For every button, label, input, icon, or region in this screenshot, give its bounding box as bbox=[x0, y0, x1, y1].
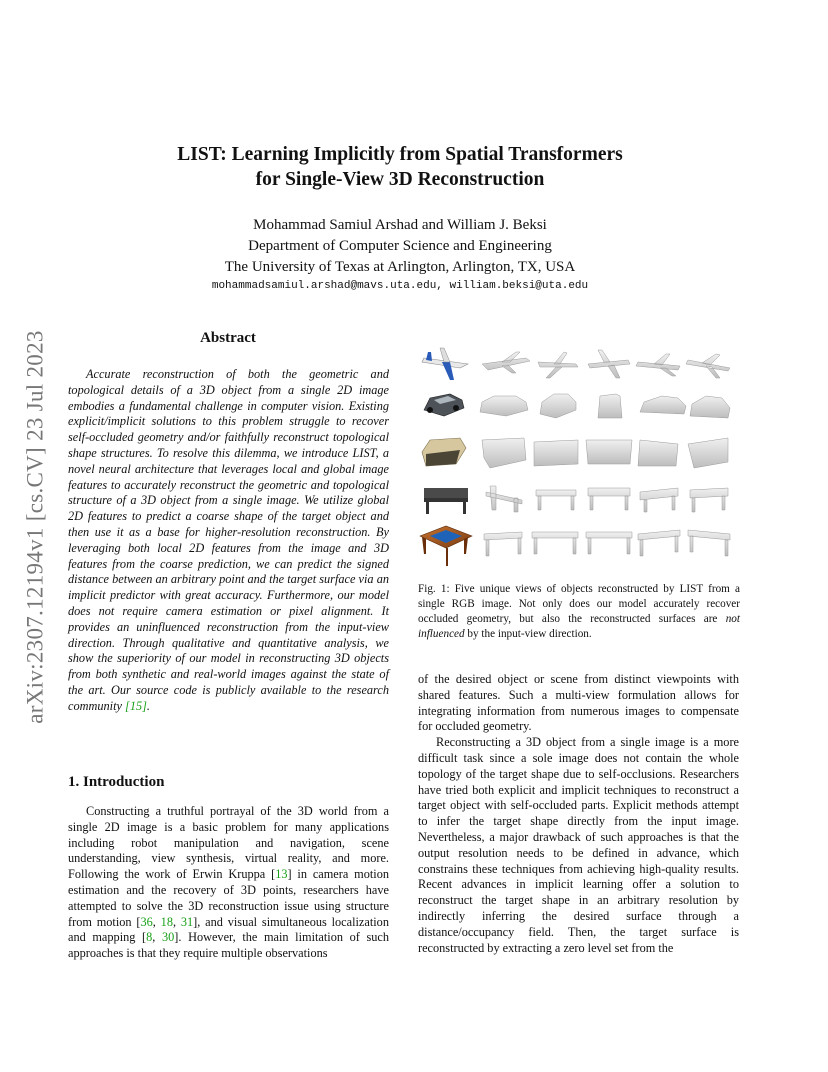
reconstructions-table bbox=[484, 530, 730, 556]
university: The University of Texas at Arlington, Arlington, TX, USA bbox=[224, 259, 576, 275]
input-bench-image bbox=[424, 488, 468, 514]
row-sofa bbox=[422, 438, 728, 468]
input-car-image bbox=[424, 394, 464, 416]
citation-link[interactable]: 30 bbox=[161, 930, 175, 945]
department: Department of Computer Science and Engineering bbox=[248, 238, 552, 254]
input-table-image bbox=[420, 526, 472, 566]
citation-link[interactable]: 18 bbox=[160, 914, 173, 929]
right-column-text bbox=[418, 672, 739, 956]
abstract-heading: Abstract bbox=[200, 330, 256, 346]
input-airplane-image bbox=[422, 348, 468, 380]
figure-1-reconstructions bbox=[416, 340, 738, 572]
citation-link[interactable]: 8 bbox=[146, 930, 153, 945]
author-block bbox=[100, 215, 700, 278]
reconstructions-car bbox=[480, 394, 730, 418]
paper-title: LIST: Learning Implicitly from Spatial Transformers for Single-View 3D Reconstruction bbox=[177, 144, 623, 190]
figure-grid bbox=[416, 340, 738, 572]
paragraph: Reconstructing a 3D object from a single image is a more difficult task since a sole image does not contain the whole topology of the target shape due to self-occlusions. Researchers have tried both explicit and implicit techniques to reconstruct a target object with self-occluded parts. Explicit methods attempt to infer the target shape directly from the input image. Nevertheless, a major drawback of such approaches is that the output resolution needs to be defined in advance, which constrains these techniques from achieving high-quality results. Recent advances in implicit learning offer a solution to reconstruct the target shape in an arbitrary resolution by indirectly inferring the desired surface through a distance/occupancy field. Then, the target surface is reconstructed by extracting a zero level set from the bbox=[418, 735, 739, 955]
row-airplane bbox=[422, 348, 730, 380]
reconstructions-sofa bbox=[482, 438, 728, 468]
row-bench bbox=[424, 486, 728, 514]
abstract-text: Accurate reconstruction of both the geometric and topological details of a 3D object from a single 2D image embodies a fundamental challenge in computer vision. Existing explicit/implicit solutions to this problem struggle to recover self-occluded geometry and/or faithfully reconstruct topological shape structures. To resolve this dilemma, we introduce LIST, a novel neural architecture that leverages local and global image features to accurately reconstruct the geometric and topological structure of a 3D object from a single image. We utilize global 2D features to predict a coarse shape of the target object and then use it as a base for higher-resolution reconstruction. By leveraging both local 2D features from the image and 3D features from the coarse prediction, we can predict the signed distance between an arbitrary point and the target surface via an implicit predictor with great accuracy. Furthermore, our model does not require camera estimation or pixel alignment. It provides an uninfluenced reconstruction from the input-view direction. Through qualitative and quantitative analysis, we show the superiority of our model in reconstructing 3D objects from both synthetic and real-world images against the state of the art. Our source code is publicly available to the research community [15]. bbox=[68, 367, 389, 713]
paragraph-continued: of the desired object or scene from distinct viewpoints with shared features. Such a multi-view formulation allows for integrating information from numerous images to compensate for occluded geometry. bbox=[418, 672, 739, 734]
reconstructions-airplane bbox=[482, 350, 730, 378]
author-emails: mohammadsamiul.arshad@mavs.uta.edu, william.beksi@uta.edu bbox=[211, 280, 589, 292]
citation-link[interactable]: 13 bbox=[275, 867, 288, 882]
author-names: Mohammad Samiul Arshad and William J. Beksi bbox=[253, 217, 547, 233]
citation-link[interactable]: 36 bbox=[140, 914, 153, 929]
reconstructions-bench bbox=[486, 486, 728, 512]
row-table bbox=[420, 526, 730, 566]
arxiv-watermark bbox=[18, 292, 54, 762]
citation-link[interactable]: 31 bbox=[180, 914, 194, 929]
citation-link[interactable]: [15] bbox=[125, 698, 147, 713]
figure-caption: Fig. 1: Five unique views of objects reconstructed by LIST from a single RGB image. Not only does our model accurately recover occluded geometry, but also the reconstructed surfaces are not influenced by the input-view direction. bbox=[418, 583, 740, 640]
introduction-paragraph: Constructing a truthful portrayal of the 3D world from a single 2D image is a basic problem for many applications including robot manipulation and navigation, scene understanding, view synthesis, virtual reality, and more. Following the work of Erwin Kruppa [13] in camera motion estimation and the recovery of 3D points, researchers have attempted to solve the 3D reconstruction issue using structure from motion [36, 18, 31], and visual simultaneous localization and mapping [8, 30]. However, the main limitation of such approaches is that they require multiple observations bbox=[68, 804, 390, 961]
arxiv-id: arXiv:2307.12194v1 [cs.CV] 23 Jul 2023 bbox=[23, 330, 48, 724]
section-heading-introduction: 1. Introduction bbox=[68, 774, 165, 790]
row-car bbox=[424, 394, 730, 418]
input-sofa-image bbox=[422, 438, 466, 466]
